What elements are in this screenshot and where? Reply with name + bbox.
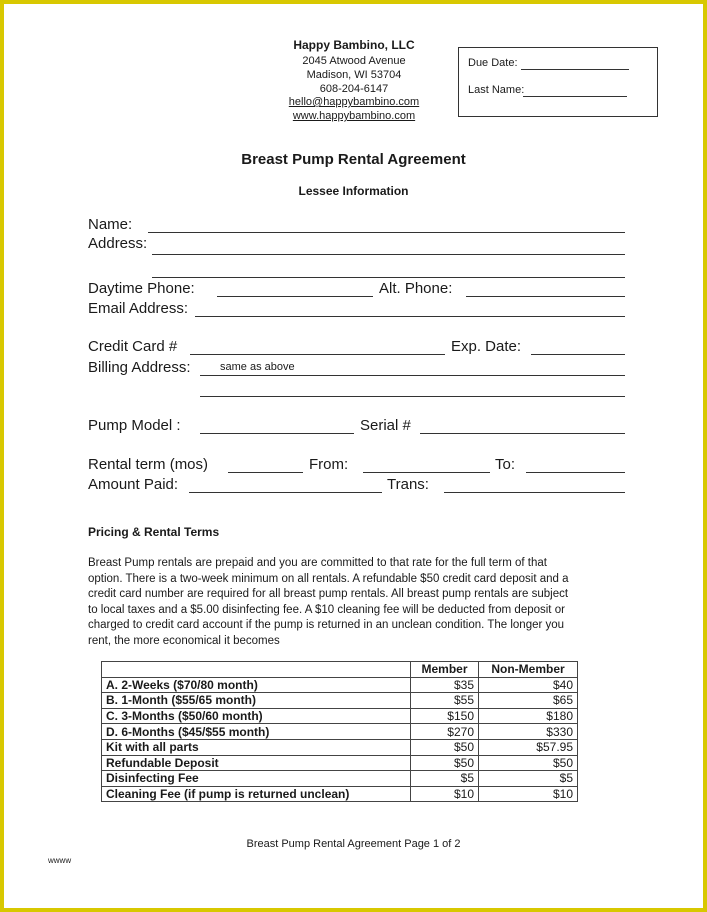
table-row — [102, 786, 578, 802]
rates-table — [101, 661, 578, 802]
lessee-info-heading: Lessee Information — [298, 184, 409, 198]
company-email-link[interactable]: hello@happybambino.com — [288, 96, 420, 108]
pricing-line: charged to credit card account if the pump is returned in an unclean condition. The longer you — [88, 619, 565, 631]
rate-label: Kit with all parts — [102, 739, 411, 755]
serial-field[interactable] — [420, 433, 625, 434]
pricing-line: Breast Pump rentals are prepaid and you are committed to that rate for the full term of that — [88, 557, 547, 569]
rental-agreement-page — [4, 4, 703, 908]
address-field-2[interactable] — [152, 277, 625, 278]
pricing-line: rent, the more economical it becomes — [88, 634, 280, 647]
member-header: Member — [411, 662, 479, 678]
non-member-price: $10 — [479, 786, 578, 802]
non-member-price: $57.95 — [479, 739, 578, 755]
email-field[interactable] — [195, 316, 625, 317]
non-member-price: $50 — [479, 755, 578, 771]
table-header-row — [102, 662, 578, 678]
rate-label: A. 2-Weeks ($70/80 month) — [102, 677, 411, 693]
non-member-price: $65 — [479, 693, 578, 709]
address-label: Address: — [88, 235, 148, 252]
table-row — [102, 708, 578, 724]
table-header-blank — [102, 662, 411, 678]
table-row — [102, 677, 578, 693]
to-field[interactable] — [526, 472, 625, 473]
name-field[interactable] — [148, 232, 625, 233]
billing-address-field-2[interactable] — [200, 396, 625, 397]
rate-label: Disinfecting Fee — [102, 771, 411, 787]
amount-paid-label: Amount Paid: — [88, 476, 179, 493]
company-city: Madison, WI 53704 — [306, 69, 402, 81]
pricing-line: credit card number are required for all breast pump rentals. All breast pump rentals are subject — [88, 588, 569, 600]
non-member-price: $5 — [479, 771, 578, 787]
member-price: $10 — [411, 786, 479, 802]
pump-model-field[interactable] — [200, 433, 354, 434]
due-date-field[interactable] — [521, 69, 629, 70]
company-street: 2045 Atwood Avenue — [302, 55, 406, 67]
billing-address-value: same as above — [220, 361, 295, 373]
exp-date-field[interactable] — [531, 354, 625, 355]
daytime-phone-label: Daytime Phone: — [88, 280, 195, 297]
pricing-paragraph — [88, 556, 628, 649]
exp-date-label: Exp. Date: — [451, 338, 522, 355]
table-row — [102, 739, 578, 755]
company-website-link[interactable]: www.happybambino.com — [292, 110, 416, 122]
serial-label: Serial # — [360, 417, 411, 434]
non-member-price: $180 — [479, 708, 578, 724]
amount-paid-field[interactable] — [189, 492, 382, 493]
last-name-label: Last Name: — [468, 84, 525, 96]
member-price: $55 — [411, 693, 479, 709]
trans-label: Trans: — [387, 476, 429, 493]
table-row — [102, 755, 578, 771]
name-label: Name: — [88, 216, 133, 233]
rate-label: D. 6-Months ($45/$55 month) — [102, 724, 411, 740]
from-field[interactable] — [363, 472, 490, 473]
tiny-mark: wwww — [48, 856, 72, 865]
rate-label: Cleaning Fee (if pump is returned unclean) — [102, 786, 411, 802]
table-row — [102, 771, 578, 787]
last-name-field[interactable] — [523, 96, 627, 97]
address-field[interactable] — [152, 254, 625, 255]
table-row — [102, 724, 578, 740]
rate-label: B. 1-Month ($55/65 month) — [102, 693, 411, 709]
credit-card-label: Credit Card # — [88, 338, 178, 355]
member-price: $270 — [411, 724, 479, 740]
document-title: Breast Pump Rental Agreement — [241, 151, 466, 168]
pricing-line: option. There is a two-week minimum on all rentals. A refundable $50 credit card deposit and a — [88, 572, 569, 585]
member-price: $35 — [411, 677, 479, 693]
non-member-price: $40 — [479, 677, 578, 693]
due-date-label: Due Date: — [468, 57, 518, 69]
credit-card-field[interactable] — [190, 354, 445, 355]
table-row — [102, 693, 578, 709]
email-label: Email Address: — [88, 300, 189, 317]
to-label: To: — [495, 456, 516, 473]
due-date-box — [458, 47, 658, 117]
member-price: $50 — [411, 739, 479, 755]
member-price: $5 — [411, 771, 479, 787]
alt-phone-field[interactable] — [466, 296, 625, 297]
alt-phone-label: Alt. Phone: — [379, 280, 453, 297]
company-name: Happy Bambino, LLC — [293, 38, 415, 52]
daytime-phone-field[interactable] — [217, 296, 373, 297]
company-phone: 608-204-6147 — [319, 83, 389, 95]
trans-field[interactable] — [444, 492, 625, 493]
page-footer: Breast Pump Rental Agreement Page 1 of 2 — [246, 838, 461, 850]
pricing-heading: Pricing & Rental Terms — [88, 525, 220, 539]
non-member-header: Non-Member — [479, 662, 578, 678]
pump-model-label: Pump Model : — [88, 417, 181, 434]
rental-term-label: Rental term (mos) — [88, 456, 209, 473]
non-member-price: $330 — [479, 724, 578, 740]
billing-address-field[interactable] — [200, 375, 625, 376]
member-price: $150 — [411, 708, 479, 724]
from-label: From: — [309, 456, 349, 473]
rental-term-field[interactable] — [228, 472, 303, 473]
rate-label: Refundable Deposit — [102, 755, 411, 771]
billing-address-label: Billing Address: — [88, 359, 191, 376]
member-price: $50 — [411, 755, 479, 771]
pricing-line: to local taxes and a $5.00 disinfecting fee. A $10 cleaning fee will be deducted from deposit or — [88, 603, 565, 616]
rate-label: C. 3-Months ($50/60 month) — [102, 708, 411, 724]
